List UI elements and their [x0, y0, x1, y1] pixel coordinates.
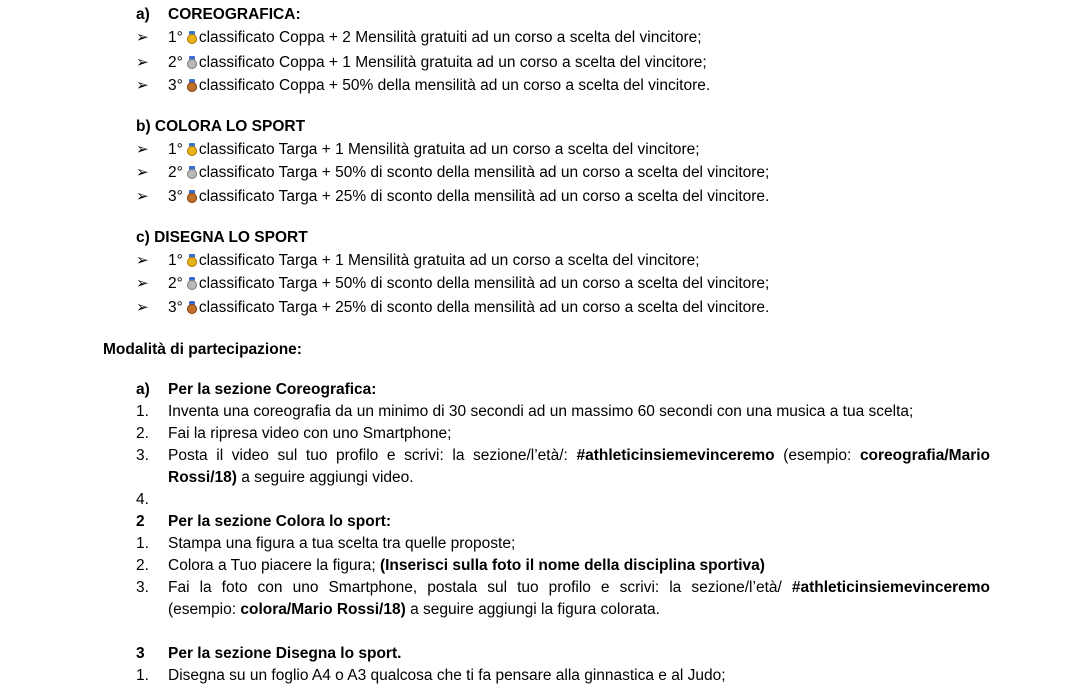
- prize-section-c-heading: [0, 227, 1080, 249]
- bronze-medal-icon: [187, 190, 197, 202]
- arrow-bullet-icon: ➢: [136, 54, 149, 71]
- section-title: Per la sezione Coreografica:: [168, 381, 377, 398]
- arrow-bullet-icon: ➢: [136, 164, 149, 181]
- prize-item: ➢ 1° classificato Targa + 1 Mensilità gratuita ad un corso a scelta del vincitore;: [0, 139, 1080, 161]
- section-heading: Modalità di partecipazione:: [103, 341, 302, 358]
- list-number: 2.: [136, 557, 149, 574]
- list-text: Fai la ripresa video con uno Smartphone;: [168, 425, 452, 442]
- rules-section-2-heading: [0, 511, 1080, 533]
- list-number: 3.: [136, 447, 149, 464]
- prize-item: ➢ 2° classificato Targa + 50% di sconto della mensilità ad un corso a scelta del vincitore;: [0, 273, 1080, 295]
- section-label: 2: [136, 513, 145, 530]
- list-number: 1.: [136, 535, 149, 552]
- prize-item: ➢ 3° classificato Targa + 25% di sconto della mensilità ad un corso a scelta del vincitore.: [0, 186, 1080, 208]
- list-item: [0, 401, 1080, 423]
- list-item-continuation: (esempio: colora/Mario Rossi/18) a seguire aggiungi la figura colorata.: [168, 601, 660, 618]
- list-item: [0, 533, 1080, 555]
- prize-item: ➢ 1° classificato Targa + 1 Mensilità gratuita ad un corso a scelta del vincitore;: [0, 250, 1080, 272]
- arrow-bullet-icon: ➢: [136, 77, 149, 94]
- prize-item: ➢ 3° classificato Targa + 25% di sconto della mensilità ad un corso a scelta del vincitore.: [0, 297, 1080, 319]
- prize-section-a-heading: [0, 4, 1080, 26]
- list-text: Posta il video sul tuo profilo e scrivi: la sezione/l’età/: #athleticinsiemevinceremo (esempio: coreografia/Mario: [168, 447, 990, 464]
- section-label: a): [136, 381, 150, 398]
- section-title: Per la sezione Colora lo sport:: [168, 513, 392, 530]
- prize-item: ➢ 2° classificato Targa + 50% di sconto della mensilità ad un corso a scelta del vincitore;: [0, 162, 1080, 184]
- prize-item: ➢ 1° classificato Coppa + 2 Mensilità gratuiti ad un corso a scelta del vincitore;: [0, 27, 1080, 49]
- hashtag: #athleticinsiemevinceremo: [791, 579, 990, 596]
- prize-item: ➢ 2° classificato Coppa + 1 Mensilità gratuita ad un corso a scelta del vincitore;: [0, 52, 1080, 74]
- arrow-bullet-icon: ➢: [136, 252, 149, 269]
- section-title: c) DISEGNA LO SPORT: [136, 229, 308, 246]
- gold-medal-icon: [187, 31, 197, 43]
- gold-medal-icon: [187, 254, 197, 266]
- arrow-bullet-icon: ➢: [136, 188, 149, 205]
- list-text: Disegna su un foglio A4 o A3 qualcosa che ti fa pensare alla ginnastica e al Judo;: [168, 667, 726, 684]
- participation-heading: [0, 339, 1080, 361]
- section-title: Per la sezione Disegna lo sport.: [168, 645, 402, 662]
- bronze-medal-icon: [187, 301, 197, 313]
- list-number: 4.: [136, 491, 149, 508]
- bronze-medal-icon: [187, 79, 197, 91]
- list-item-continuation: Rossi/18) a seguire aggiungi video.: [168, 469, 414, 486]
- section-title: COREOGRAFICA:: [168, 6, 301, 23]
- prize-section-b-heading: [0, 116, 1080, 138]
- silver-medal-icon: [187, 277, 197, 289]
- section-label: 3: [136, 645, 145, 662]
- list-item: [0, 489, 1080, 511]
- list-number: 1.: [136, 403, 149, 420]
- list-text: Stampa una figura a tua scelta tra quelle proposte;: [168, 535, 516, 552]
- gold-medal-icon: [187, 143, 197, 155]
- arrow-bullet-icon: ➢: [136, 275, 149, 292]
- prize-item: ➢ 3° classificato Coppa + 50% della mensilità ad un corso a scelta del vincitore.: [0, 75, 1080, 97]
- arrow-bullet-icon: ➢: [136, 29, 149, 46]
- list-text: Fai la foto con uno Smartphone, postala sul tuo profilo e scrivi: la sezione/l’età/ #athleticinsiemevinceremo: [168, 579, 990, 596]
- list-item: [0, 445, 1080, 467]
- silver-medal-icon: [187, 56, 197, 68]
- list-item: [0, 665, 1080, 687]
- arrow-bullet-icon: ➢: [136, 141, 149, 158]
- hashtag: #athleticinsiemevinceremo: [576, 447, 775, 464]
- list-number: 1.: [136, 667, 149, 684]
- rules-section-a-heading: [0, 379, 1080, 401]
- list-item: [0, 555, 1080, 577]
- silver-medal-icon: [187, 166, 197, 178]
- arrow-bullet-icon: ➢: [136, 299, 149, 316]
- section-title: b) COLORA LO SPORT: [136, 118, 306, 135]
- list-item: [0, 423, 1080, 445]
- list-number: 2.: [136, 425, 149, 442]
- list-item: [0, 577, 1080, 599]
- list-text: Colora a Tuo piacere la figura; (Inserisci sulla foto il nome della disciplina sportiva): [168, 557, 765, 574]
- section-label: a): [136, 6, 150, 23]
- rules-section-3-heading: [0, 643, 1080, 665]
- list-number: 3.: [136, 579, 149, 596]
- list-text: Inventa una coreografia da un minimo di 30 secondi ad un massimo 60 secondi con una musica a tua scelta;: [168, 403, 914, 420]
